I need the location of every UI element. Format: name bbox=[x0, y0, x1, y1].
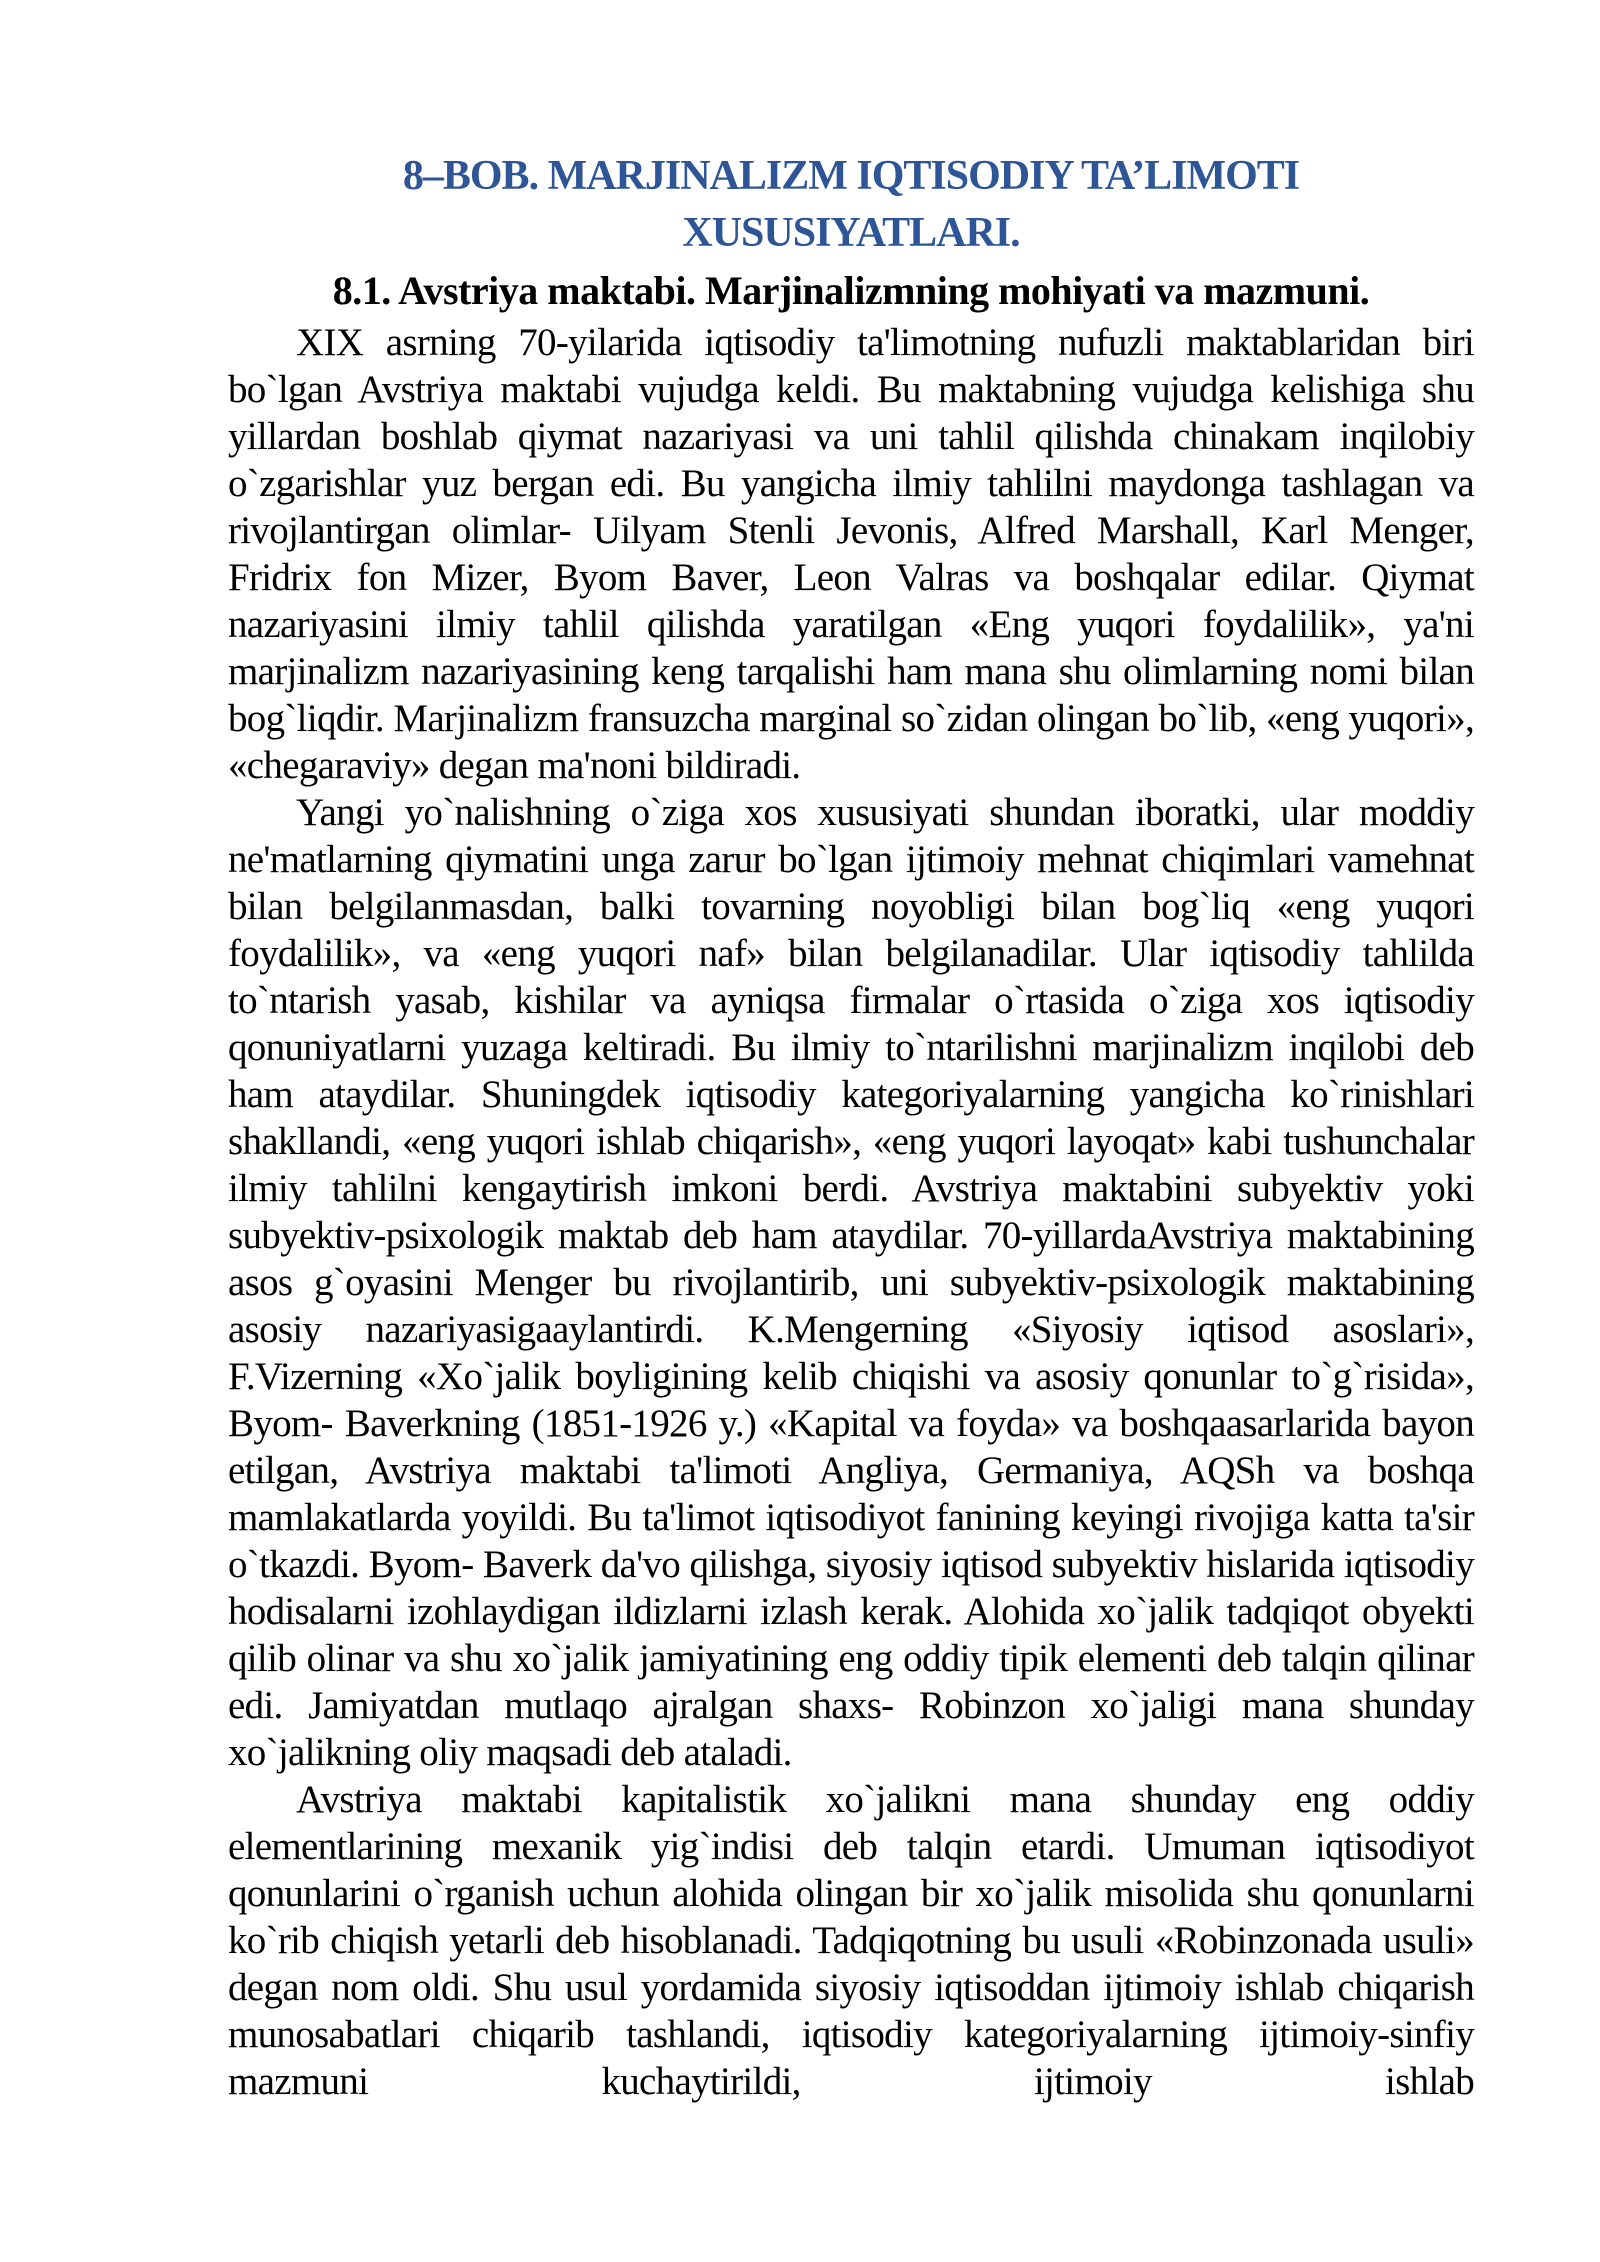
section-heading: 8.1. Avstriya maktabi. Marjinalizmning mohiyati va mazmuni. bbox=[332, 268, 1370, 313]
paragraph-3: Avstriya maktabi kapitalistik xo`jalikni mana shunday eng oddiy elementlarining mexanik yig`indisi deb talqin etardi. Umuman iqtisodiyot qonunlarini o`rganish uchun alohida olingan bir xo`jalik misolida shu qonunlarni ko`rib chiqish yetarli deb hisoblanadi. Tadqiqotning bu usuli «Robinzonada usuli» degan nom oldi. Shu usul yordamida siyosiy iqtisoddan ijtimoiy ishlab chiqarish munosabatlari chiqarib tashlandi, iqtisodiy kategoriyalarning ijtimoiy-sinfiy mazmuni kuchaytirildi, ijtimoiy ishlab bbox=[228, 1778, 1474, 2103]
paragraph-1: XIX asrning 70-yilarida iqtisodiy ta'limotning nufuzli maktablaridan biri bo`lgan Avstriya maktabi vujudga keldi. Bu maktabning vujudga kelishiga shu yillardan boshlab qiymat nazariyasi va uni tahlil qilishda chinakam inqilobiy o`zgarishlar yuz bergan edi. Bu yangicha ilmiy tahlilni maydonga tashlagan va rivojlantirgan olimlar- Uilyam Stenli Jevonis, Alfred Marshall, Karl Menger, Fridrix fon Mizer, Byom Baver, Leon Valras va boshqalar edilar. Qiymat nazariyasini ilmiy tahlil qilishda yaratilgan «Eng yuqori foydalilik», ya'ni marjinalizm nazariyasining keng tarqalishi ham mana shu olimlarning nomi bilan bog`liqdir. Marjinalizm fransuzcha marginal so`zidan olingan bo`lib, «eng yuqori», «chegaraviy» degan ma'noni bildiradi. bbox=[228, 321, 1474, 787]
text-block bbox=[228, 148, 1474, 2105]
paragraph-2: Yangi yo`nalishning o`ziga xos xususiyati shundan iboratki, ular moddiy ne'matlarning qiymatini unga zarur bo`lgan ijtimoiy mehnat chiqimlari vamehnat bilan belgilanmasdan, balki tovarning noyobligi bilan bog`liq «eng yuqori foydalilik», va «eng yuqori naf» bilan belgilanadilar. Ular iqtisodiy tahlilda to`ntarish yasab, kishilar va ayniqsa firmalar o`rtasida o`ziga xos iqtisodiy qonuniyatlarni yuzaga keltiradi. Bu ilmiy to`ntarilishni marjinalizm inqilobi deb ham ataydilar. Shuningdek iqtisodiy kategoriyalarning yangicha ko`rinishlari shakllandi, «eng yuqori ishlab chiqarish», «eng yuqori layoqat» kabi tushunchalar ilmiy tahlilni kengaytirish imkoni berdi. Avstriya maktabini subyektiv yoki subyektiv-psixologik maktab deb ham ataydilar. 70-yillardaAvstriya maktabining asos g`oyasini Menger bu rivojlantirib, uni subyektiv-psixologik maktabining asosiy nazariyasigaaylantirdi. K.Mengerning «Siyosiy iqtisod asoslari», F.Vizerning «Xo`jalik boyligining kelib chiqishi va asosiy qonunlar to`g`risida», Byom- Baverkning (1851-1926 y.) «Kapital va foyda» va boshqaasarlarida bayon etilgan, Avstriya maktabi ta'limoti Angliya, Germaniya, AQSh va boshqa mamlakatlarda yoyildi. Bu ta'limot iqtisodiyot fanining keyingi rivojiga katta ta'sir o`tkazdi. Byom- Baverk da'vo qilishga, siyosiy iqtisod subyektiv hislarida iqtisodiy hodisalarni izohlaydigan ildizlarni izlash kerak. Alohida xo`jalik tadqiqot obyekti qilib olinar va shu xo`jalik jamiyatining eng oddiy tipik elementi deb talqin qilinar edi. Jamiyatdan mutlaqo ajralgan shaxs- Robinzon xo`jaligi mana shunday xo`jalikning oliy maqsadi deb ataladi. bbox=[228, 791, 1474, 1774]
chapter-heading: 8–BOB. MARJINALIZM IQTISODIY TA’LIMOTI XUSUSIYATLARI. bbox=[402, 153, 1300, 256]
